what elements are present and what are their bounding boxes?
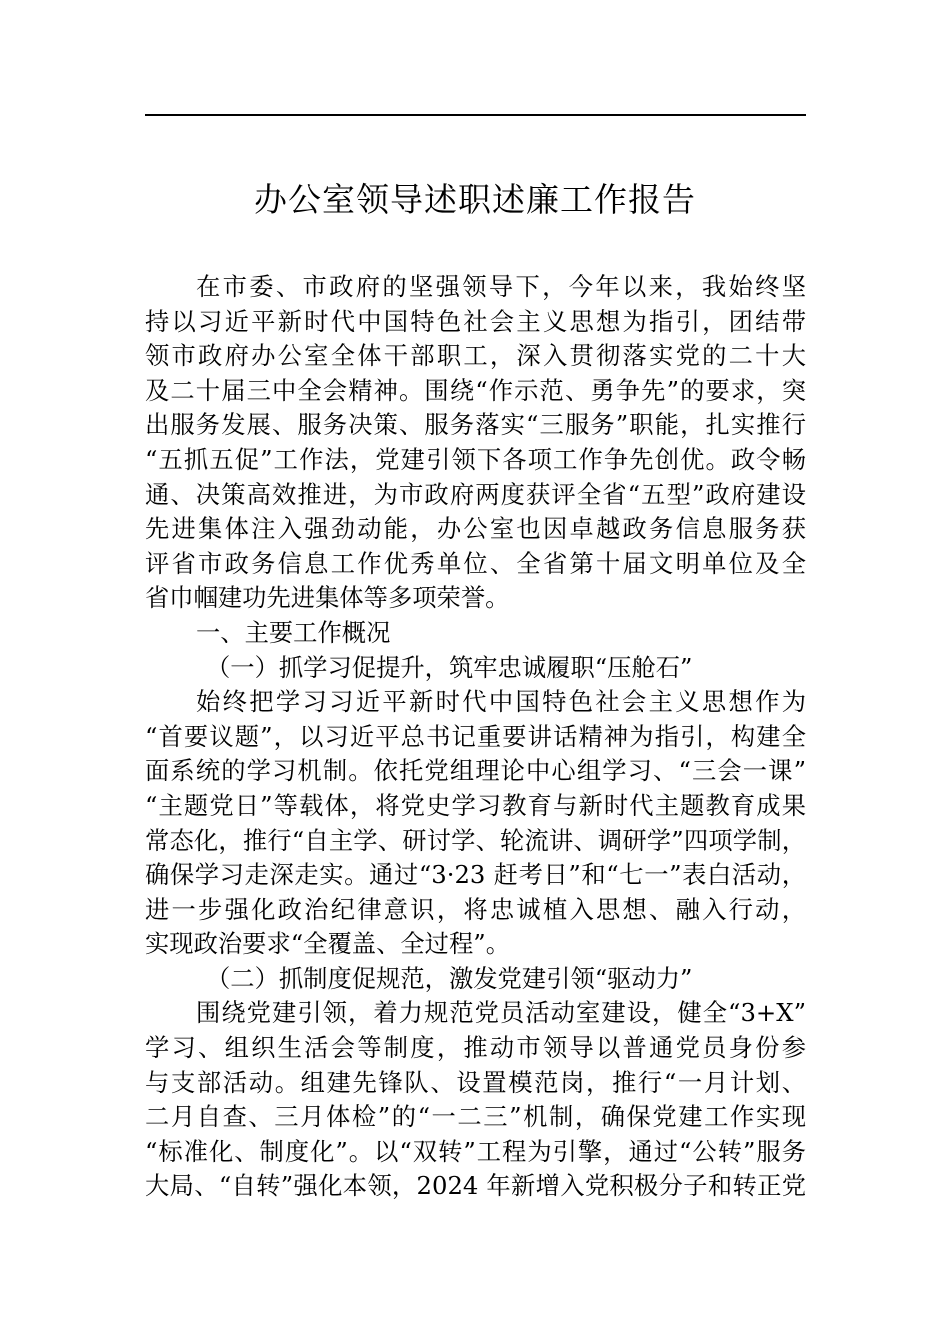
- text-line: 及二十届三中全会精神。围绕“作示范、勇争先”的要求，突: [145, 375, 806, 405]
- text-line: 评省市政务信息工作优秀单位、全省第十届文明单位及全: [145, 548, 806, 578]
- text-line: 实现政治要求“全覆盖、全过程”。: [145, 929, 510, 959]
- text-line: 二月自查、三月体检”的“一二三”机制，确保党建工作实现: [145, 1102, 806, 1132]
- text-line: 通、决策高效推进，为市政府两度获评全省“五型”政府建设: [145, 479, 806, 509]
- text-line: 在市委、市政府的坚强领导下，今年以来，我始终坚: [196, 272, 806, 301]
- text-line: 领市政府办公室全体干部职工，深入贯彻落实党的二十大: [145, 341, 806, 371]
- subsection-heading: （一）抓学习促提升，筑牢忠诚履职“压舱石”: [206, 652, 693, 682]
- document-title: 办公室领导述职述廉工作报告: [254, 180, 696, 219]
- text-line: 先进集体注入强劲动能，办公室也因卓越政务信息服务获: [145, 514, 806, 544]
- text-line: 进一步强化政治纪律意识，将忠诚植入思想、融入行动，: [145, 894, 806, 924]
- text-line: 持以习近平新时代中国特色社会主义思想为指引，团结带: [145, 306, 806, 336]
- text-line: 出服务发展、服务决策、服务落实“三服务”职能，扎实推行: [145, 410, 806, 440]
- text-line: 常态化，推行“自主学、研讨学、轮流讲、调研学”四项学制，: [145, 825, 806, 855]
- text-line: 学习、组织生活会等制度，推动市领导以普通党员身份参: [145, 1033, 806, 1063]
- text-line: 大局、“自转”强化本领，2024 年新增入党积极分子和转正党: [145, 1171, 806, 1201]
- text-line: 围绕党建引领，着力规范党员活动室建设，健全“3+X”: [196, 998, 806, 1028]
- subsection-heading: （二）抓制度促规范，激发党建引领“驱动力”: [206, 963, 693, 993]
- text-line: 省巾帼建功先进集体等多项荣誉。: [145, 583, 510, 613]
- header-rule: [145, 114, 806, 116]
- document-body: [145, 270, 806, 1204]
- text-line: “首要议题”，以习近平总书记重要讲话精神为指引，构建全: [145, 721, 806, 751]
- text-line: “主题党日”等载体，将党史学习教育与新时代主题教育成果: [145, 790, 806, 820]
- text-line: 始终把学习习近平新时代中国特色社会主义思想作为: [196, 687, 806, 717]
- text-line: 面系统的学习机制。依托党组理论中心组学习、“三会一课”: [145, 756, 806, 786]
- section-heading: 一、主要工作概况: [196, 617, 391, 647]
- text-line: “标准化、制度化”。以“双转”工程为引擎，通过“公转”服务: [145, 1136, 806, 1166]
- text-line: 确保学习走深走实。通过“3·23 赶考日”和“七一”表白活动，: [145, 860, 806, 890]
- text-line: “五抓五促”工作法，党建引领下各项工作争先创优。政令畅: [145, 444, 806, 474]
- text-line: 与支部活动。组建先锋队、设置模范岗，推行“一月计划、: [145, 1067, 806, 1097]
